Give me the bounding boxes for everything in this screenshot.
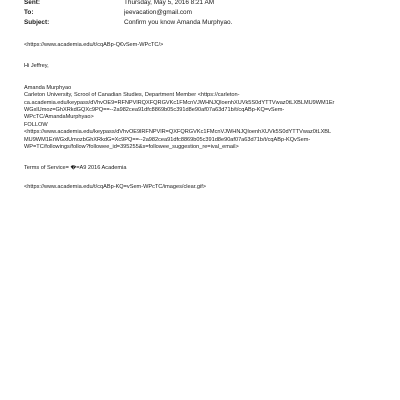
terms-of-service[interactable]: Terms of Service= �=A9 2016 Academia bbox=[24, 165, 127, 172]
follow-link-line[interactable]: MU9WM1ErWGxlUmozbGhXRkdG=Xc9PQ==--2a982cea91dfc8869b05c391d8e90af07a63d71b/t/cqABp-KQvSem- bbox=[24, 136, 311, 143]
sent-label: Sent: bbox=[24, 0, 40, 6]
sender-line[interactable]: WPcTC/AmandaMurphyao> bbox=[24, 114, 94, 121]
email-body bbox=[24, 42, 380, 191]
greeting: Hi Jeffrey, bbox=[24, 63, 49, 70]
sender-line[interactable]: ca.academia.edu/keypass/dVhvOE9=RFNPVlRQXFQRGVKc1FMcnVJWHNJQloenhXUVk5S0dYTTVwaz0tLXBLMU9WM1Er bbox=[24, 99, 335, 106]
follow-label: FOLLOW bbox=[24, 121, 48, 128]
subject-row bbox=[24, 18, 384, 28]
sender-block bbox=[24, 85, 380, 152]
to-label: To: bbox=[24, 9, 34, 16]
clear-gif-link[interactable]: <https://www.academia.edu/t/cqABp-KQ=vSem-WPcTC/images/clear.gif> bbox=[24, 183, 207, 190]
follow-link-line[interactable]: WP=TC/followings/follow?followee_id=395255&s=followee_suggestion_re=ival_email> bbox=[24, 144, 239, 151]
to-row bbox=[24, 8, 384, 18]
subject-label: Subject: bbox=[24, 19, 50, 26]
subject-value: Confirm you know Amanda Murphyao. bbox=[124, 19, 233, 26]
sender-line[interactable]: WGxlUmoz=GhXRkdGQXc9PQ==--2a982cea91dfc8869b05c391d8e90af07a63d71b/t/cqABp-KQ=vSem- bbox=[24, 107, 285, 114]
sender-line[interactable]: Carleton University, Scrool of Canadian Studies, Department Member <https://carleton- bbox=[24, 92, 240, 99]
sender-name: Amanda Murphyao bbox=[24, 84, 72, 91]
top-link[interactable]: <https://www.academia.edu/t/cqABp-Q€vSem-WPcTC/> bbox=[24, 42, 164, 48]
follow-link-line[interactable]: <https://www.academia.edu/keypass/dVhvOE9lRFNPVlR=QXFQRGVKc1FMcnVJWHNJQloenhXUVk5S0dYTTVwaz0tLXBL bbox=[24, 129, 332, 136]
sent-value: Thursday, May 5, 2016 8:21 AM bbox=[124, 0, 215, 6]
to-value: jeevacation@gmail.com bbox=[124, 9, 192, 16]
sent-row bbox=[24, 0, 384, 8]
email-header bbox=[24, 0, 384, 28]
